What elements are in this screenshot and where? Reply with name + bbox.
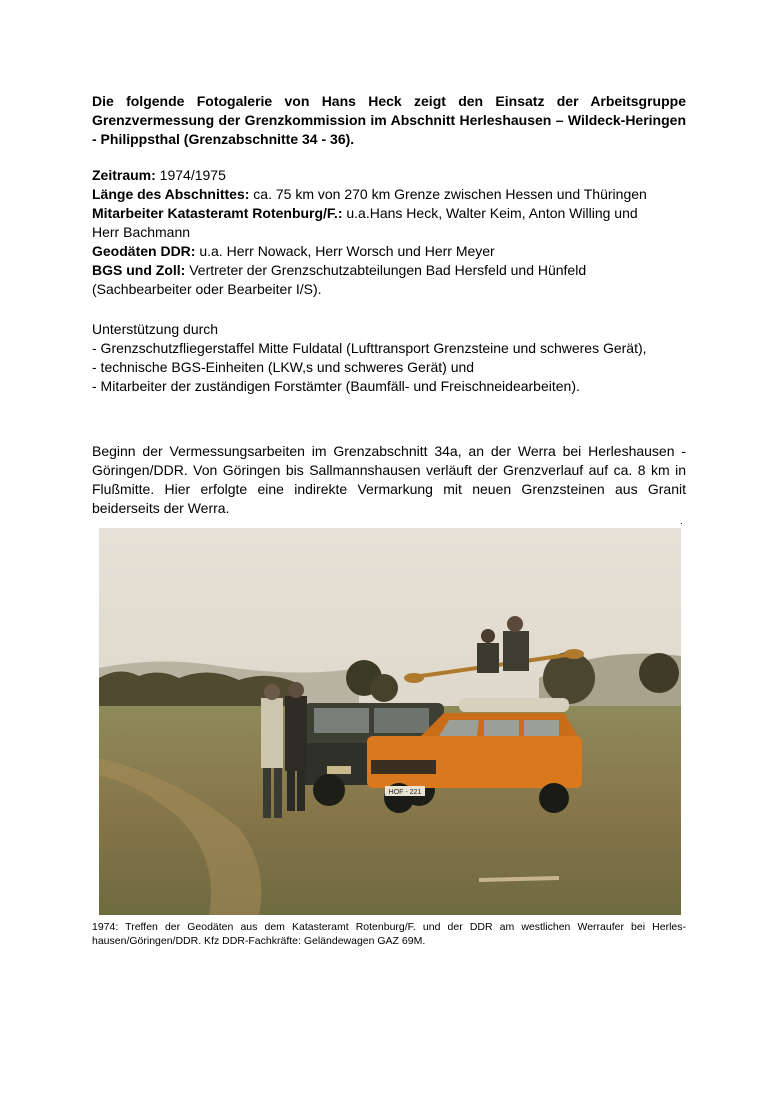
begin-paragraph: Beginn der Vermessungsarbeiten im Grenzabschnitt 34a, an der Werra bei Herleshausen - Göringen/DDR. Von Göringen bis Sallmannshausen verläuft der Grenzverlauf auf ca. 8 km in Flußmitte. Hier erfolgte eine indirekte Vermarkung mit neuen Grenzsteinen aus Granit beiderseits der Werra. <box>92 443 686 516</box>
support-item: - technische BGS-Einheiten (LKW,s und schweres Gerät) und <box>92 359 475 375</box>
fact-geodaeten <box>92 242 686 261</box>
stray-dot: . <box>680 516 683 527</box>
fact-label: Zeitraum: <box>92 167 156 183</box>
fact-bgs <box>92 261 686 280</box>
fact-value: ca. 75 km von 270 km Grenze zwischen Hessen und Thüringen <box>249 186 647 202</box>
log <box>479 878 559 880</box>
support-list <box>92 320 686 396</box>
fact-mitarbeiter-cont: Herr Bachmann <box>92 224 191 240</box>
fact-bgs-cont: (Sachbearbeiter oder Bearbeiter I/S). <box>92 281 322 297</box>
tree <box>370 674 398 702</box>
intro-paragraph: Die folgende Fotogalerie von Hans Heck zeigt den Einsatz der Arbeitsgruppe Grenzvermessung der Grenzkommission im Abschnitt Herleshausen – Wildeck-Heringen - Philippsthal (Grenzabschnitte 34 - 36). <box>92 93 686 147</box>
field-photo <box>99 528 681 915</box>
fact-label: Geodäten DDR: <box>92 243 196 259</box>
fact-value: 1974/1975 <box>155 167 226 183</box>
fact-value: u.a. Herr Nowack, Herr Worsch und Herr Meyer <box>195 243 495 259</box>
fact-value: u.a.Hans Heck, Walter Keim, Anton Willing und <box>342 205 638 221</box>
facts-block <box>92 166 686 299</box>
support-heading: Unterstützung durch <box>92 321 219 337</box>
fact-value: Vertreter der Grenzschutzabteilungen Bad Hersfeld und Hünfeld <box>185 262 587 278</box>
fact-label: Länge des Abschnittes: <box>92 186 250 202</box>
support-item: - Mitarbeiter der zuständigen Forstämter (Baumfäll- und Freischneidearbeiten). <box>92 378 580 394</box>
fact-mitarbeiter <box>92 204 686 223</box>
plate-text: HOF - 221 <box>388 789 422 796</box>
tree <box>639 653 679 693</box>
fact-laenge <box>92 185 686 204</box>
support-item: - Grenzschutzfliegerstaffel Mitte Fuldatal (Lufttransport Grenzsteine und schweres Gerät), <box>92 340 647 356</box>
tree <box>543 652 595 704</box>
photo-caption: 1974: Treffen der Geodäten aus dem Katasteramt Rotenburg/F. und der DDR am westlichen Werraufer bei Herles-hausen/Göringen/DDR. Kfz DDR-Fachkräfte: Geländewagen GAZ 69M. <box>92 921 686 947</box>
fact-label: Mitarbeiter Katasteramt Rotenburg/F.: <box>92 205 343 221</box>
fact-zeitraum <box>92 166 686 185</box>
fact-label: BGS und Zoll: <box>92 262 186 278</box>
